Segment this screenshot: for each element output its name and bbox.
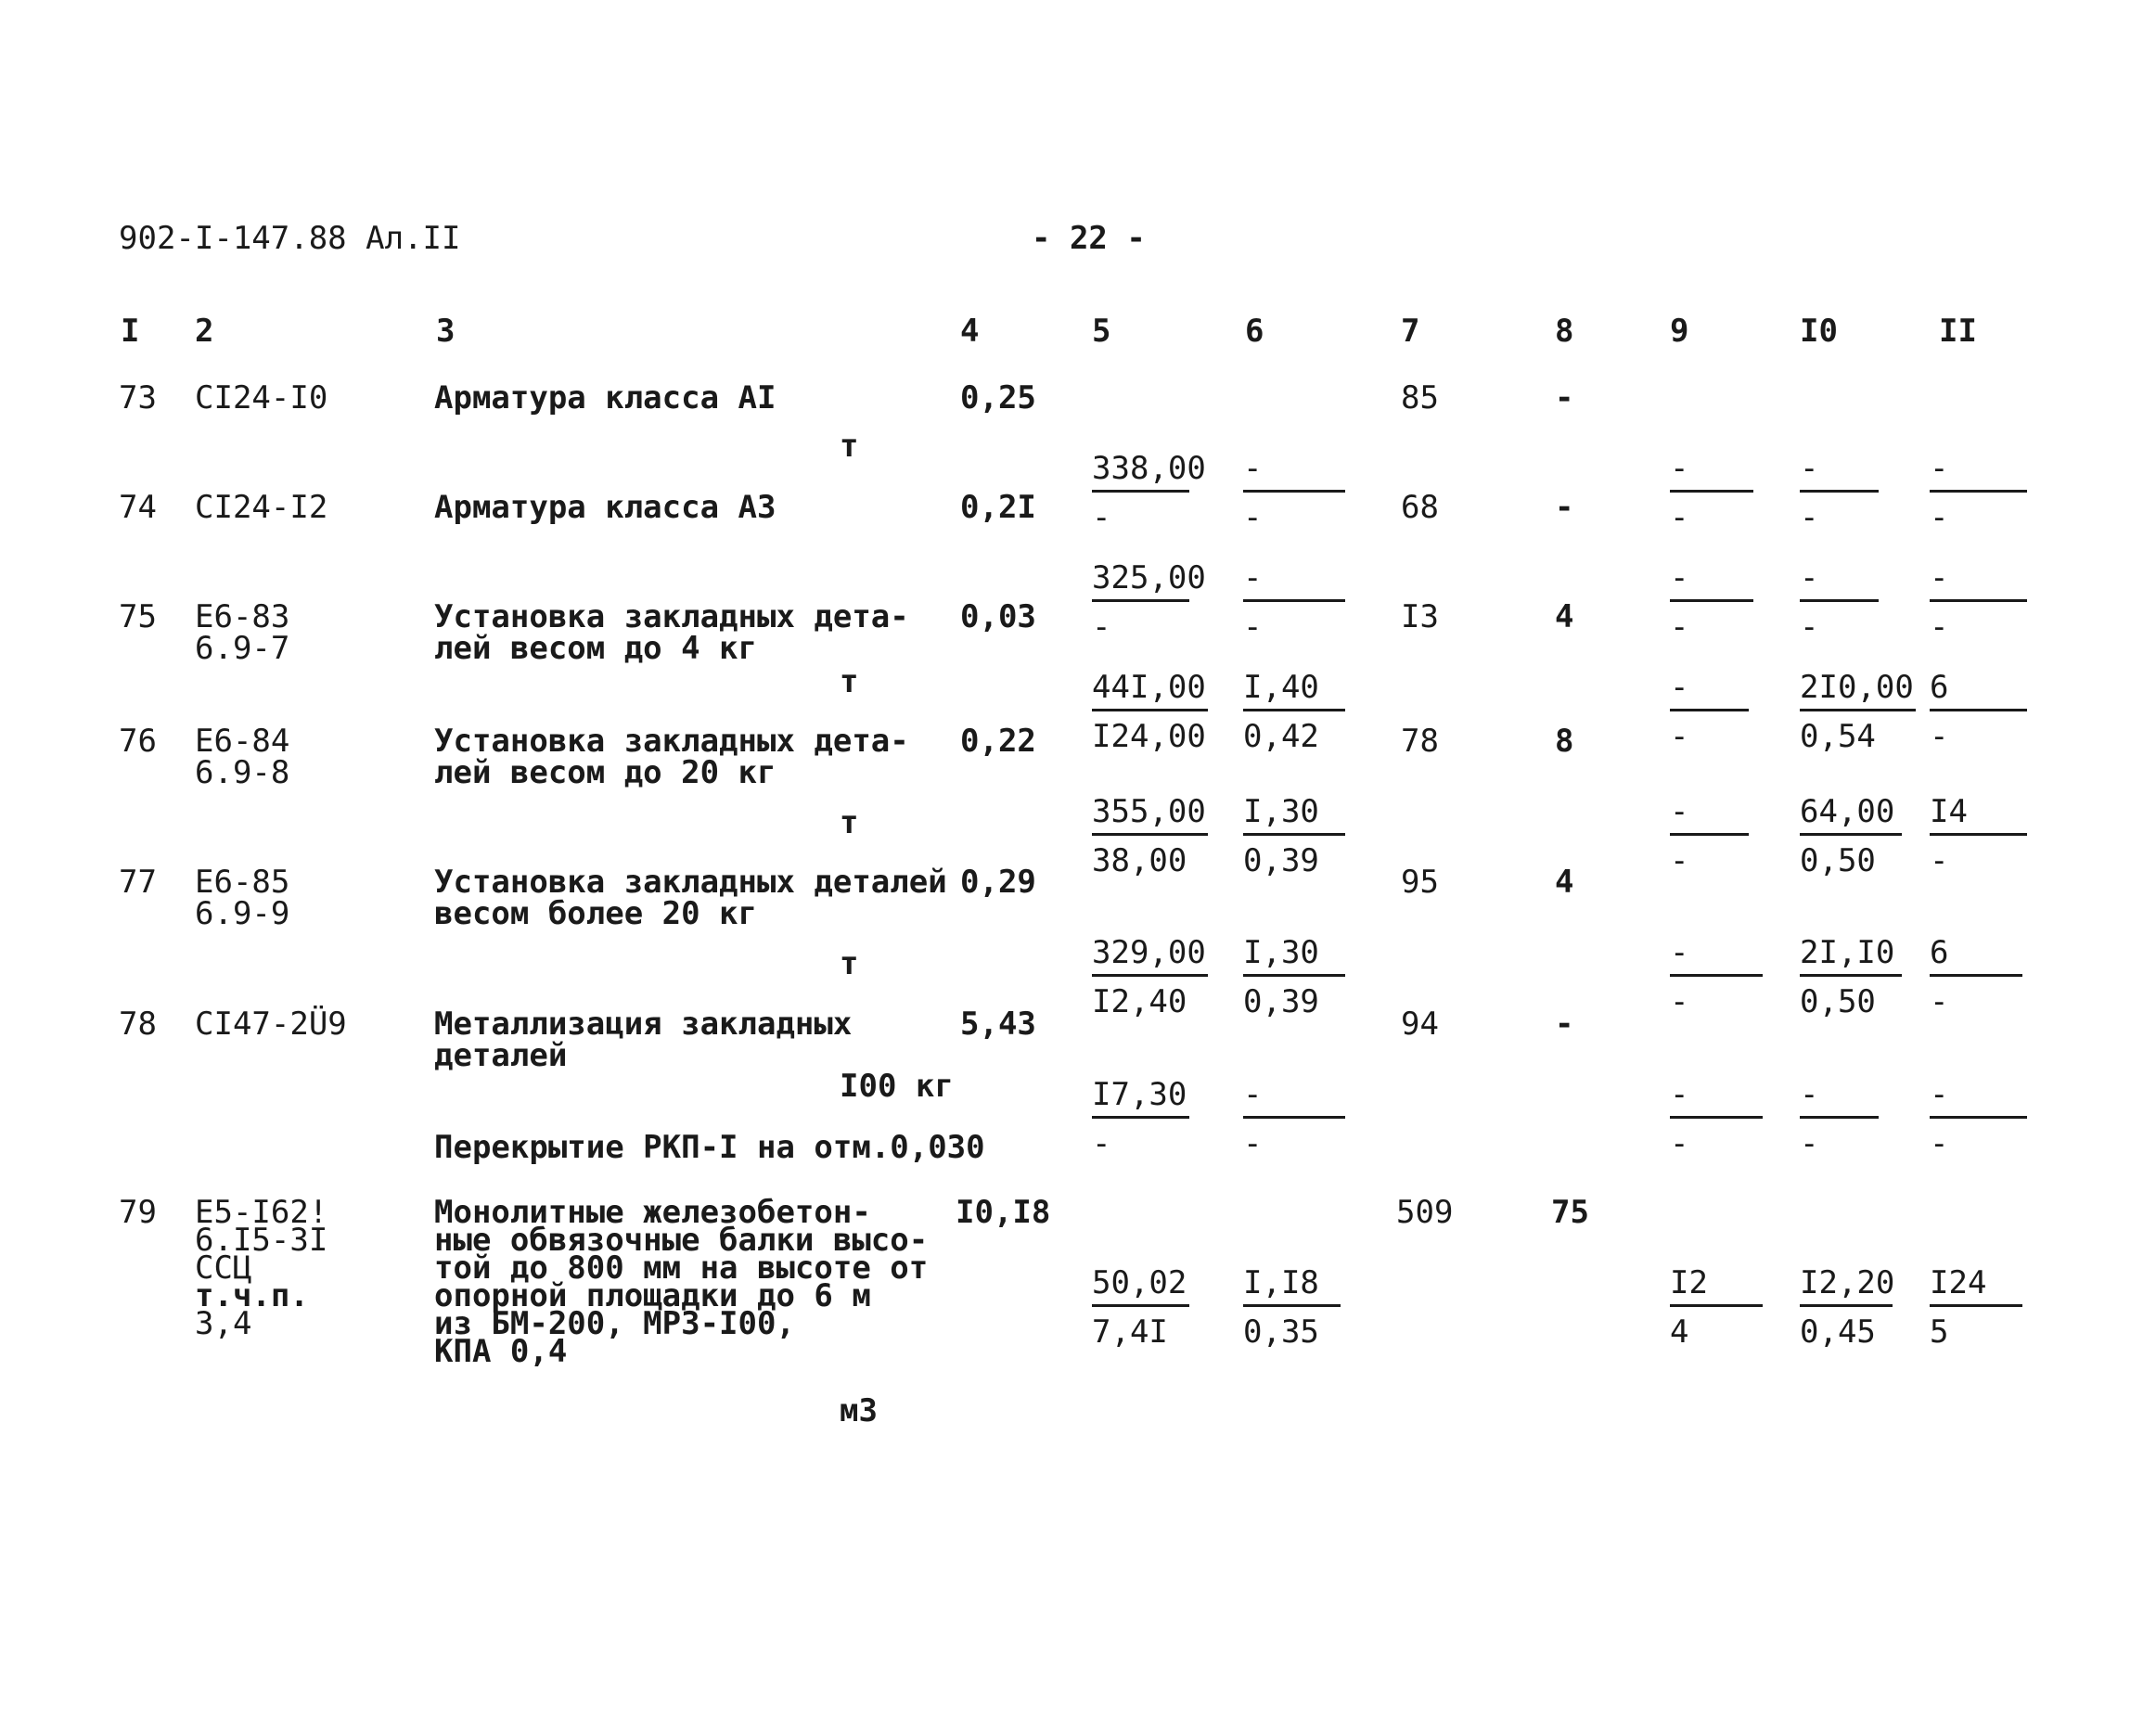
col8-value: -: [1555, 379, 1574, 416]
row-number: 75: [119, 598, 157, 635]
cost-fraction: 338,00 -: [1092, 450, 1206, 536]
wage-fraction: - -: [1243, 380, 1345, 535]
row-quantity: 0,2I: [960, 489, 1036, 526]
col9-fraction: - -: [1670, 724, 1749, 878]
row-code: CI24-I0: [195, 379, 328, 416]
row-code: E6-85: [195, 864, 290, 901]
row-code: E5-I62!: [195, 1194, 328, 1231]
row-quantity: 0,03: [960, 598, 1036, 635]
col7-value: I3: [1401, 598, 1439, 635]
row-description: Арматура класса A3: [434, 489, 776, 526]
row-code: E6-83: [195, 598, 290, 635]
col7-value: 78: [1401, 723, 1439, 760]
row-unit: м3: [840, 1392, 878, 1429]
cost-fraction: 355,00 38,00: [1092, 724, 1208, 878]
col11-fraction: I4 -: [1930, 724, 2027, 878]
row-description-line3: той до 800 мм на высоте от: [434, 1249, 929, 1287]
col-num-1: I: [121, 313, 140, 350]
col11-fraction: I24 5: [1930, 1195, 2022, 1350]
col8-value: 4: [1555, 864, 1574, 901]
page-number: - 22 -: [1032, 220, 1146, 257]
wage-fraction: - -: [1243, 490, 1345, 645]
col9-fraction: - -: [1670, 865, 1763, 1019]
col8-value: -: [1555, 1006, 1574, 1043]
row-description-line2: лей весом до 4 кг: [434, 630, 757, 667]
col9-fraction: - -: [1670, 490, 1753, 645]
row-description-line4: опорной площадки до 6 м: [434, 1277, 871, 1314]
wage-fraction: - -: [1243, 1006, 1345, 1161]
col11-fraction: 6 -: [1930, 865, 2022, 1019]
document-code: 902-I-147.88 Ал.II: [119, 220, 461, 257]
row-quantity: 0,22: [960, 723, 1036, 760]
row-code: E6-84: [195, 723, 290, 760]
wage-fraction: I,30 0,39: [1243, 724, 1345, 878]
col11-fraction: - -: [1930, 1006, 2027, 1161]
col10-fraction: 64,00 0,50: [1800, 724, 1902, 878]
cost-fraction: 44I,00 I24,00: [1092, 599, 1208, 754]
row-number: 73: [119, 379, 157, 416]
row-quantity: 5,43: [960, 1006, 1036, 1043]
col11-fraction: 6 -: [1930, 599, 2027, 754]
col7-value: 68: [1401, 489, 1439, 526]
row-quantity: I0,I8: [956, 1194, 1051, 1231]
row-description: Арматура класса AI: [434, 379, 776, 416]
row-unit: т: [840, 945, 859, 982]
col-num-2: 2: [195, 313, 214, 350]
row-code-line2: 6.9-9: [195, 895, 290, 932]
row-number: 79: [119, 1194, 157, 1231]
row-description-line2: деталей: [434, 1037, 568, 1074]
col-num-8: 8: [1555, 313, 1574, 350]
row-description: Монолитные железобетон-: [434, 1194, 871, 1231]
row-number: 77: [119, 864, 157, 901]
row-unit: I00 кг: [840, 1068, 954, 1105]
row-description-line2: ные обвязочные балки высо-: [434, 1222, 929, 1259]
row-description: Установка закладных деталей: [434, 864, 947, 901]
row-description-line2: весом более 20 кг: [434, 895, 757, 932]
col8-value: 75: [1551, 1194, 1589, 1231]
col11-fraction: - -: [1930, 380, 2027, 535]
col9-fraction: - -: [1670, 599, 1749, 754]
col-num-5: 5: [1092, 313, 1111, 350]
row-code-line3: ССЦ: [195, 1249, 252, 1287]
cost-fraction: 325,00 -: [1092, 559, 1206, 646]
col10-fraction: I2,20 0,45: [1800, 1264, 1895, 1351]
row-code-line2: 6.9-8: [195, 754, 290, 791]
row-quantity: 0,25: [960, 379, 1036, 416]
col-num-7: 7: [1401, 313, 1420, 350]
row-code-line2: 6.9-7: [195, 630, 290, 667]
col-num-11: II: [1939, 313, 1977, 350]
col10-fraction: 2I0,00 0,54: [1800, 599, 1916, 754]
col7-value: 95: [1401, 864, 1439, 901]
col8-value: 8: [1555, 723, 1574, 760]
row-unit: т: [840, 804, 859, 841]
col9-fraction: I2 4: [1670, 1195, 1763, 1350]
row-description-line6: КПА 0,4: [434, 1333, 568, 1370]
row-number: 78: [119, 1006, 157, 1043]
col10-fraction: - -: [1800, 490, 1879, 645]
section-title: Перекрытие РКП-I на отм.0,030: [434, 1129, 985, 1166]
wage-fraction: I,I8 0,35: [1243, 1195, 1341, 1350]
row-code-line5: 3,4: [195, 1305, 252, 1342]
row-quantity: 0,29: [960, 864, 1036, 901]
col-num-3: 3: [436, 313, 456, 350]
row-description-line5: из БМ-200, МР3-I00,: [434, 1305, 795, 1342]
row-description-line2: лей весом до 20 кг: [434, 754, 776, 791]
row-code: CI24-I2: [195, 489, 328, 526]
cost-fraction: 50,02 7,4I: [1092, 1195, 1189, 1350]
col8-value: -: [1555, 489, 1574, 526]
col10-fraction: - -: [1800, 1006, 1879, 1161]
col7-value: 509: [1396, 1194, 1454, 1231]
col10-fraction: - -: [1800, 380, 1879, 535]
row-description: Металлизация закладных: [434, 1006, 853, 1043]
col-num-9: 9: [1670, 313, 1689, 350]
col10-fraction: 2I,I0 0,50: [1800, 865, 1902, 1019]
cost-fraction: I7,30 -: [1092, 1006, 1189, 1161]
row-code: CI47-2Ü9: [195, 1006, 347, 1043]
row-number: 74: [119, 489, 157, 526]
col8-value: 4: [1555, 598, 1574, 635]
col9-fraction: - -: [1670, 1006, 1763, 1161]
col-num-6: 6: [1245, 313, 1264, 350]
col9-fraction: - -: [1670, 380, 1753, 535]
col7-value: 94: [1401, 1006, 1439, 1043]
wage-fraction: I,30 0,39: [1243, 865, 1345, 1019]
row-code-line4: т.ч.п.: [195, 1277, 309, 1314]
wage-fraction: I,40 0,42: [1243, 599, 1345, 754]
row-unit: т: [840, 428, 859, 465]
col-num-4: 4: [960, 313, 980, 350]
row-code-line2: 6.I5-3I: [195, 1222, 328, 1259]
col7-value: 85: [1401, 379, 1439, 416]
row-description: Установка закладных дета-: [434, 598, 909, 635]
row-unit: т: [840, 663, 859, 700]
col11-fraction: - -: [1930, 490, 2027, 645]
row-number: 76: [119, 723, 157, 760]
row-description: Установка закладных дета-: [434, 723, 909, 760]
cost-fraction: 329,00 I2,40: [1092, 865, 1208, 1019]
col-num-10: I0: [1800, 313, 1838, 350]
